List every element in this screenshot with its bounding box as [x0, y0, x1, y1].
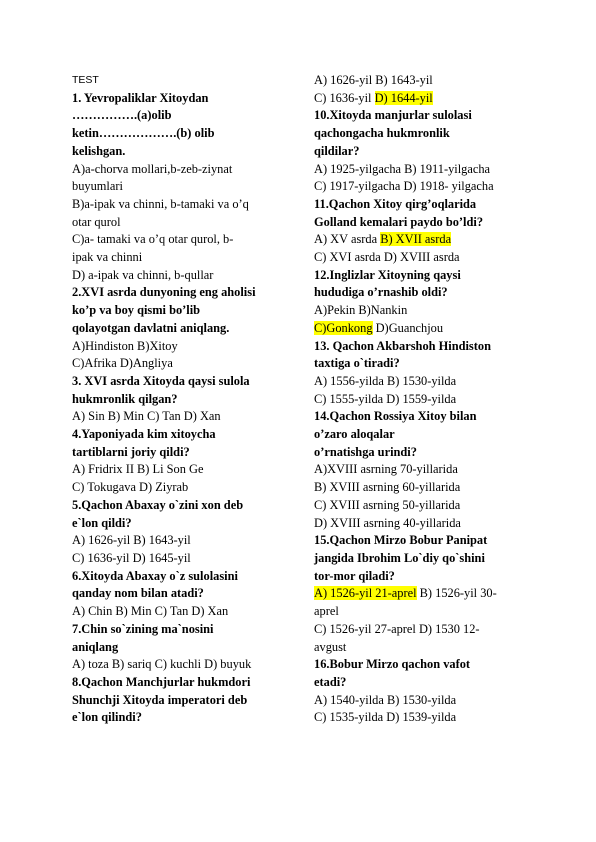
line-text: o’rnatishga urindi? [314, 444, 417, 459]
line-text: buyumlari [72, 179, 123, 194]
line-text: qildilar? [314, 143, 360, 158]
line-text: kelishgan. [72, 143, 126, 158]
line-text: A) 1540-yilda B) 1530-yilda [314, 692, 457, 707]
line-text: A)Pekin B)Nankin [314, 303, 408, 318]
line-text: 6.Xitoyda Abaxay o`z sulolasini [72, 568, 238, 583]
line-text: B)a-ipak va chinni, b-tamaki va o’q [72, 196, 249, 211]
answer-line [72, 231, 292, 249]
answer-line [314, 90, 539, 108]
answer-line [314, 320, 539, 338]
answer-line [72, 408, 292, 426]
question-line [314, 338, 539, 356]
answer-line [72, 603, 292, 621]
line-text: C) 1526-yil 27-aprel D) 1530 12- [314, 621, 480, 636]
line-text: o’zaro aloqalar [314, 427, 395, 442]
answer-line [314, 497, 539, 515]
answer-line [314, 391, 539, 409]
answer-line [72, 461, 292, 479]
highlighted-answer: A) 1526-yil 21-aprel [314, 586, 417, 601]
line-text: 3. XVI asrda Xitoyda qaysi sulola [72, 373, 250, 388]
line-text: A)XVIII asrning 70-yillarida [314, 462, 458, 477]
question-line [314, 267, 539, 285]
line-text: Shunchji Xitoyda imperatori deb [72, 692, 248, 707]
line-text: qolayotgan davlatni aniqlang. [72, 320, 230, 335]
question-line [72, 125, 292, 143]
line-text: 11.Qachon Xitoy qirg’oqlarida [314, 196, 477, 211]
line-text: TEST [72, 74, 99, 86]
question-line [314, 656, 539, 674]
line-text: 13. Qachon Akbarshoh Hindiston [314, 338, 491, 353]
line-text: …………….(a)olib [72, 108, 172, 123]
answer-line [314, 249, 539, 267]
line-text: Golland kemalari paydo bo’ldi? [314, 214, 484, 229]
question-line [314, 125, 539, 143]
question-line [72, 373, 292, 391]
answer-line [72, 214, 292, 232]
question-line [72, 639, 292, 657]
line-text: qanday nom bilan atadi? [72, 586, 204, 601]
question-line [72, 692, 292, 710]
line-text: aprel [314, 604, 339, 619]
line-text: 8.Qachon Manchjurlar hukmdori [72, 674, 251, 689]
line-text: A) Chin B) Min C) Tan D) Xan [72, 604, 229, 619]
question-line [72, 621, 292, 639]
line-text: 12.Inglizlar Xitoyning qaysi [314, 267, 461, 282]
right-column [314, 72, 539, 727]
highlighted-answer: D) 1644-yil [374, 90, 433, 105]
answer-line [72, 196, 292, 214]
highlighted-answer: B) XVII asrda [380, 232, 452, 247]
answer-line [314, 302, 539, 320]
question-line [314, 143, 539, 161]
line-text: D) XVIII asrning 40-yillarida [314, 515, 461, 530]
answer-line [314, 639, 539, 657]
question-line [314, 674, 539, 692]
line-text: A) 1556-yilda B) 1530-yilda [314, 373, 457, 388]
answer-line [72, 267, 292, 285]
answer-line [72, 161, 292, 179]
line-text: e`lon qilindi? [72, 710, 142, 725]
line-text: C) XVI asrda D) XVIII asrda [314, 250, 460, 265]
line-text: C)Afrika D)Angliya [72, 356, 173, 371]
line-text: C) 1917-yilgacha D) 1918- yilgacha [314, 179, 494, 194]
question-line [72, 568, 292, 586]
answer-line [314, 692, 539, 710]
line-text: e`lon qildi? [72, 515, 132, 530]
line-text: ipak va chinni [72, 250, 143, 265]
answer-line [314, 621, 539, 639]
answer-line [314, 373, 539, 391]
question-line [314, 214, 539, 232]
line-text: 5.Qachon Abaxay o`zini xon deb [72, 497, 244, 512]
line-text: A)Hindiston B)Xitoy [72, 338, 178, 353]
line-text: ko’p va boy qismi bo’lib [72, 303, 201, 318]
answer-line [314, 479, 539, 497]
question-line [72, 444, 292, 462]
question-line [314, 284, 539, 302]
left-column [72, 72, 292, 727]
line-text: A) 1626-yil B) 1643-yil [72, 533, 191, 548]
line-text: A) 1925-yilgacha B) 1911-yilgacha [314, 161, 491, 176]
line-text: 4.Yaponiyada kim xitoycha [72, 427, 216, 442]
answer-line [72, 532, 292, 550]
line-text: B) XVIII asrning 60-yillarida [314, 480, 461, 495]
line-text: taxtiga o`tiradi? [314, 356, 400, 371]
line-text: 1. Yevropaliklar Xitoydan [72, 90, 209, 105]
question-line [72, 320, 292, 338]
question-line [72, 90, 292, 108]
line-text: tartiblarni joriy qildi? [72, 444, 190, 459]
line-text: C) 1555-yilda D) 1559-yilda [314, 391, 457, 406]
answer-line [314, 72, 539, 90]
question-line [72, 391, 292, 409]
line-text: jangida Ibrohim Lo`diy qo`shini [314, 550, 485, 565]
highlighted-answer: C)Gonkong [314, 320, 373, 335]
line-text: C)a- tamaki va o’q otar qurol, b- [72, 232, 234, 247]
answer-line [72, 178, 292, 196]
question-line [72, 674, 292, 692]
line-text: hukmronlik qilgan? [72, 391, 178, 406]
line-text: C) XVIII asrning 50-yillarida [314, 497, 461, 512]
question-line [72, 497, 292, 515]
line-text: D) a-ipak va chinni, b-qullar [72, 267, 214, 282]
answer-line [314, 161, 539, 179]
answer-line [72, 355, 292, 373]
question-line [314, 355, 539, 373]
line-text: A) 1626-yil B) 1643-yil [314, 73, 433, 87]
question-line [72, 426, 292, 444]
line-text-after: B) 1526-yil 30- [416, 586, 497, 601]
line-text: aniqlang [72, 639, 119, 654]
answer-line [314, 178, 539, 196]
question-line [72, 284, 292, 302]
question-line [72, 302, 292, 320]
question-line [72, 585, 292, 603]
line-text: C) 1636-yil [314, 90, 375, 105]
answer-line [314, 461, 539, 479]
question-line [314, 196, 539, 214]
question-line [72, 515, 292, 533]
line-text: 15.Qachon Mirzo Bobur Panipat [314, 533, 488, 548]
answer-line [314, 515, 539, 533]
line-text: A) Fridrix II B) Li Son Ge [72, 462, 204, 477]
question-line [314, 408, 539, 426]
question-line [314, 568, 539, 586]
question-line [314, 426, 539, 444]
question-line [314, 550, 539, 568]
line-text: C) 1636-yil D) 1645-yil [72, 550, 191, 565]
question-line [72, 143, 292, 161]
answer-line [72, 656, 292, 674]
line-text: otar qurol [72, 214, 121, 229]
line-text: ketin……………….(b) olib [72, 126, 215, 141]
question-line [72, 709, 292, 727]
question-line [72, 107, 292, 125]
question-line [314, 532, 539, 550]
line-text-after: D)Guanchjou [372, 320, 444, 335]
line-text: C) 1535-yilda D) 1539-yilda [314, 710, 457, 725]
answer-line [314, 585, 539, 603]
answer-line [72, 249, 292, 267]
answer-line [72, 550, 292, 568]
line-text: 16.Bobur Mirzo qachon vafot [314, 657, 471, 672]
line-text: tor-mor qiladi? [314, 568, 395, 583]
line-text: C) Tokugava D) Ziyrab [72, 480, 189, 495]
line-text: 2.XVI asrda dunyoning eng aholisi [72, 285, 256, 300]
answer-line [314, 231, 539, 249]
line-text: 10.Xitoyda manjurlar sulolasi [314, 108, 472, 123]
answer-line [72, 479, 292, 497]
line-text: 7.Chin so`zining ma`nosini [72, 621, 214, 636]
question-line [314, 107, 539, 125]
line-text: A) Sin B) Min C) Tan D) Xan [72, 409, 221, 424]
line-text: A) XV asrda [314, 232, 381, 247]
answer-line [314, 709, 539, 727]
line-text: 14.Qachon Rossiya Xitoy bilan [314, 409, 477, 424]
line-text: qachongacha hukmronlik [314, 126, 450, 141]
line-text: A) toza B) sariq C) kuchli D) buyuk [72, 657, 252, 672]
line-text: avgust [314, 639, 347, 654]
test-heading [72, 72, 292, 90]
line-text: hududiga o’rnashib oldi? [314, 285, 448, 300]
question-line [314, 444, 539, 462]
answer-line [314, 603, 539, 621]
line-text: etadi? [314, 674, 347, 689]
answer-line [72, 338, 292, 356]
line-text: A)a-chorva mollari,b-zeb-ziynat [72, 161, 233, 176]
